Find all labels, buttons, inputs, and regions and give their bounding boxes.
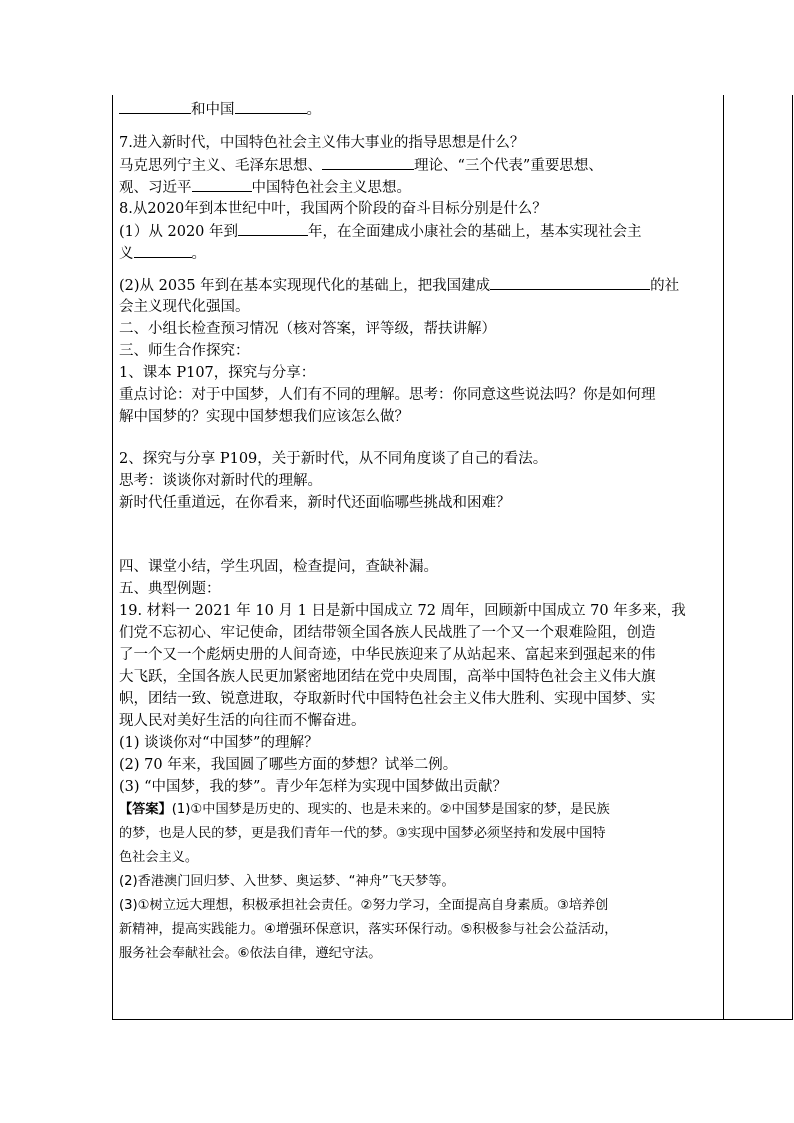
blank[interactable] — [192, 176, 252, 192]
blank[interactable] — [119, 98, 191, 114]
blank[interactable] — [235, 98, 307, 114]
blank[interactable] — [238, 220, 308, 236]
answer-line-6: 新精神，提高实践能力。④增强环保意识，落实环保行动。⑤积极参与社会公益活动， — [119, 922, 618, 937]
answer-line-4: (2)香港澳门回归梦、入世梦、奥运梦、“神舟”飞天梦等。 — [119, 874, 455, 889]
answer-line-7: 服务社会奉献社会。⑥依法自律，遵纪守法。 — [119, 946, 382, 961]
explore-1-b: 解中国梦的？实现中国梦想我们应该怎么做？ — [119, 409, 409, 425]
answer-line-2: 的梦，也是人民的梦，更是我们青年一代的梦。③实现中国梦必须坚持和发展中国特 — [119, 826, 606, 841]
material-line-5: 帜，团结一致、锐意进取，夺取新时代中国特色社会主义伟大胜利、实现中国梦、实 — [119, 691, 656, 707]
sub-question-1: (1) 谈谈你对“中国梦”的理解？ — [119, 735, 319, 751]
material-line-6: 现人民对美好生活的向往而不懈奋进。 — [119, 713, 366, 729]
question-8: 8.从2020年到本世纪中叶，我国两个阶段的奋斗目标分别是什么？ — [119, 201, 547, 217]
explore-1-a: 重点讨论：对于中国梦，人们有不同的理解。思考：你同意这些说法吗？你是如何理 — [119, 387, 656, 403]
answer-line-1: 【答案】(1)①中国梦是历史的、现实的、也是未来的。②中国梦是国家的梦，是民族 — [119, 802, 610, 817]
sub-question-2: (2) 70 年来，我国圆了哪些方面的梦想？试举二例。 — [119, 757, 458, 773]
question-8-line-b: 义 。 — [119, 242, 719, 264]
table-border-left — [112, 95, 113, 1020]
material-line-1: 19. 材料一 2021 年 10 月 1 日是新中国成立 72 周年，回顾新中国成立 70 年多来，我 — [119, 603, 686, 619]
material-line-2: 们党不忘初心、牢记使命，团结带领全国各族人民战胜了一个又一个艰难险阻，创造 — [119, 625, 656, 641]
table-border-bottom — [112, 1019, 793, 1020]
section-2: 二、小组长检查预习情况（核对答案，评等级，帮扶讲解） — [119, 321, 496, 337]
question-7-line-a: 马克思列宁主义、毛泽东思想、 理论、“三个代表”重要思想、 — [119, 154, 719, 176]
worksheet-content — [119, 98, 719, 966]
question-7-line-b: 观、习近平 中国特色社会主义思想。 — [119, 176, 719, 198]
table-border-middle — [723, 95, 724, 1020]
question-8-line-a: (1）从 2020 年到 年，在全面建成小康社会的基础上，基本实现社会主 — [119, 220, 719, 242]
question-8-line-d: 会主义现代化强国。 — [119, 299, 250, 315]
blank[interactable] — [134, 242, 192, 258]
sub-question-3: (3) “中国梦，我的梦”。青少年怎样为实现中国梦做出贡献？ — [119, 779, 507, 795]
explore-2: 2、探究与分享 P109，关于新时代，从不同角度谈了自己的看法。 — [119, 451, 548, 467]
fill-line-1: 和中国 。 — [119, 98, 719, 120]
blank[interactable] — [490, 274, 650, 290]
answer-line-3: 色社会主义。 — [119, 850, 199, 865]
explore-1: 1、课本 P107，探究与分享： — [119, 365, 316, 381]
section-4: 四、课堂小结，学生巩固，检查提问，查缺补漏。 — [119, 559, 438, 575]
explore-2-a: 思考：谈谈你对新时代的理解。 — [119, 473, 322, 489]
table-border-right — [792, 95, 793, 1020]
question-8-line-c: (2)从 2035 年到在基本实现现代化的基础上，把我国建成 的社 — [119, 274, 719, 296]
answer-line-5: (3)①树立远大理想，积极承担社会责任。②努力学习，全面提高自身素质。③培养创 — [119, 898, 609, 913]
answer-label: 【答案】 — [119, 802, 172, 817]
section-5: 五、典型例题： — [119, 581, 221, 597]
material-line-3: 了一个又一个彪炳史册的人间奇迹，中华民族迎来了从站起来、富起来到强起来的伟 — [119, 647, 656, 663]
answer-block — [119, 798, 719, 966]
question-7: 7.进入新时代，中国特色社会主义伟大事业的指导思想是什么？ — [119, 135, 525, 151]
explore-2-b: 新时代任重道远，在你看来，新时代还面临哪些挑战和困难？ — [119, 495, 511, 511]
blank[interactable] — [322, 154, 414, 170]
section-3: 三、师生合作探究： — [119, 343, 250, 359]
material-line-4: 大飞跃，全国各族人民更加紧密地团结在党中央周围，高举中国特色社会主义伟大旗 — [119, 669, 656, 685]
